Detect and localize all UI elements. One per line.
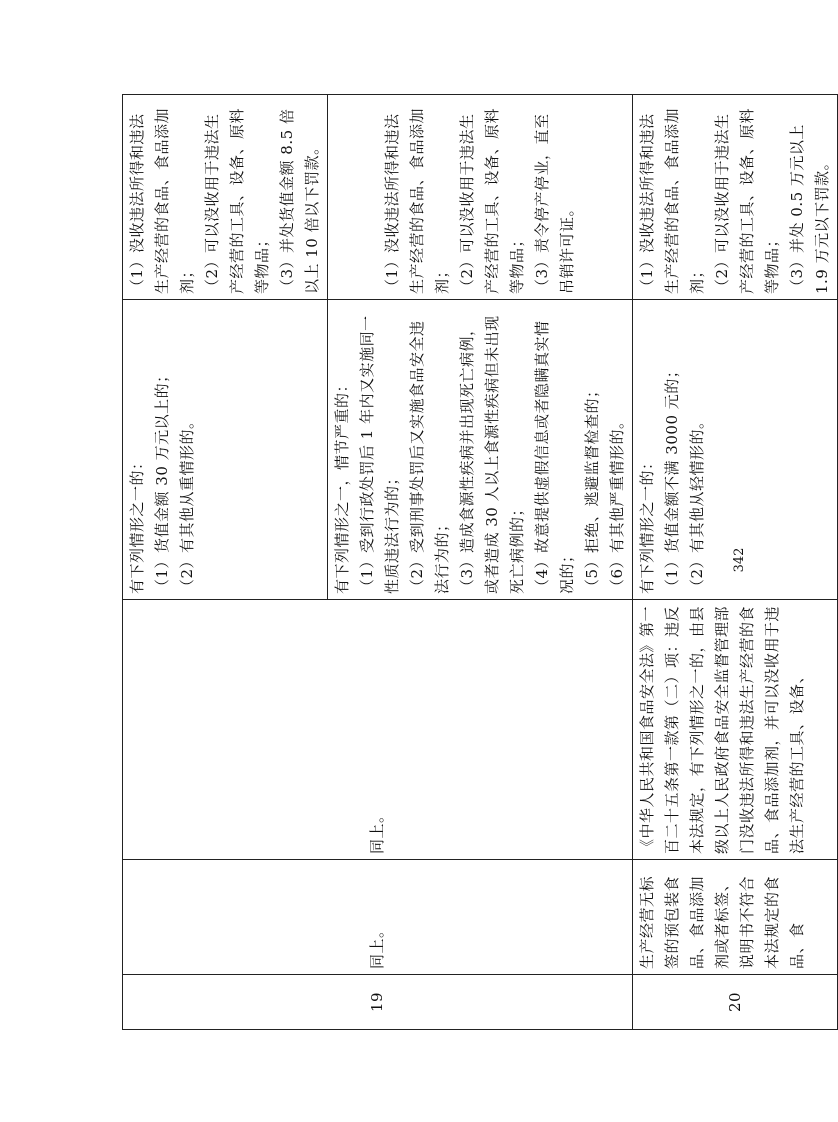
- circumstance-line: （3）造成食源性疾病并出现死亡病例，或者造成 30 人以上食源性疾病但未出现死亡病例的；: [458, 315, 526, 594]
- table-row: [123, 95, 328, 1030]
- circumstance-line: （6）有其他严重情形的。: [608, 413, 626, 594]
- penalty-cell: [328, 95, 633, 300]
- legal-basis-cell: 《中华人民共和国食品安全法》第一百二十五条第一款第（二）项：违反本法规定，有下列情形之一的，由县级以上人民政府食品安全监督管理部门没收违法所得和违法生产经营的食品、食品添加剂，并可以没收用于违法生产经营的工具、设备、: [633, 600, 838, 860]
- circumstance-line: 有下列情形之一的：: [128, 454, 146, 594]
- penalty-line: （1）没收违法所得和违法生产经营的食品、食品添加剂；: [638, 107, 706, 294]
- circumstance-line: 有下列情形之一，情节严重的：: [333, 376, 351, 594]
- penalty-line: （2）可以没收用于违法生产经营的工具、设备、原料等物品；: [458, 107, 526, 294]
- circumstance-line: （2）有其他从轻情形的。: [688, 413, 706, 594]
- circumstance-line: （2）受到刑事处罚后又实施食品安全违法行为的；: [408, 320, 451, 594]
- penalty-line: （1）没收违法所得和违法生产经营的食品、食品添加剂；: [128, 107, 196, 294]
- circumstance-cell: [123, 300, 328, 600]
- circumstance-line: （5）拒绝、逃避监督检查的；: [583, 382, 601, 594]
- row-number-cell: 19: [123, 975, 633, 1030]
- penalty-cell: [633, 95, 838, 300]
- penalty-line: （3）责令停产停业，直至吊销许可证。: [533, 113, 576, 294]
- circumstance-line: （1）受到行政处罚后 1 年内又实施同一性质违法行为的；: [358, 315, 401, 594]
- penalty-line: （2）可以没收用于违法生产经营的工具、设备、原料等物品；: [713, 107, 781, 294]
- violation-cell: 同上。: [123, 860, 633, 975]
- penalty-line: （3）并处 0.5 万元以上 1.9 万元以下罚款。: [788, 124, 831, 294]
- penalty-line: （1）没收违法所得和违法生产经营的食品、食品添加剂；: [383, 107, 451, 294]
- penalty-line: （3）并处货值金额 8.5 倍以上 10 倍以下罚款。: [278, 108, 321, 294]
- circumstance-line: （2）有其他从重情形的。: [178, 413, 196, 594]
- penalty-cell: [123, 95, 328, 300]
- circumstance-line: （1）货值金额不满 3000 元的；: [663, 362, 681, 594]
- row-number-cell: 20: [633, 975, 838, 1030]
- violation-cell: 生产经营无标签的预包装食品、食品添加剂或者标签、说明书不符合本法规定的食品、食: [633, 860, 838, 975]
- penalty-line: （2）可以没收用于违法生产经营的工具、设备、原料等物品；: [203, 107, 271, 294]
- circumstance-line: （4）故意提供虚假信息或者隐瞒真实情况的；: [533, 320, 576, 594]
- legal-basis-cell: 同上。: [123, 600, 633, 860]
- circumstance-line: 有下列情形之一的：: [638, 454, 656, 594]
- circumstance-line: （1）货值金额 30 万元以上的；: [153, 367, 171, 594]
- page-number: 342: [732, 547, 747, 573]
- circumstance-cell: [328, 300, 633, 600]
